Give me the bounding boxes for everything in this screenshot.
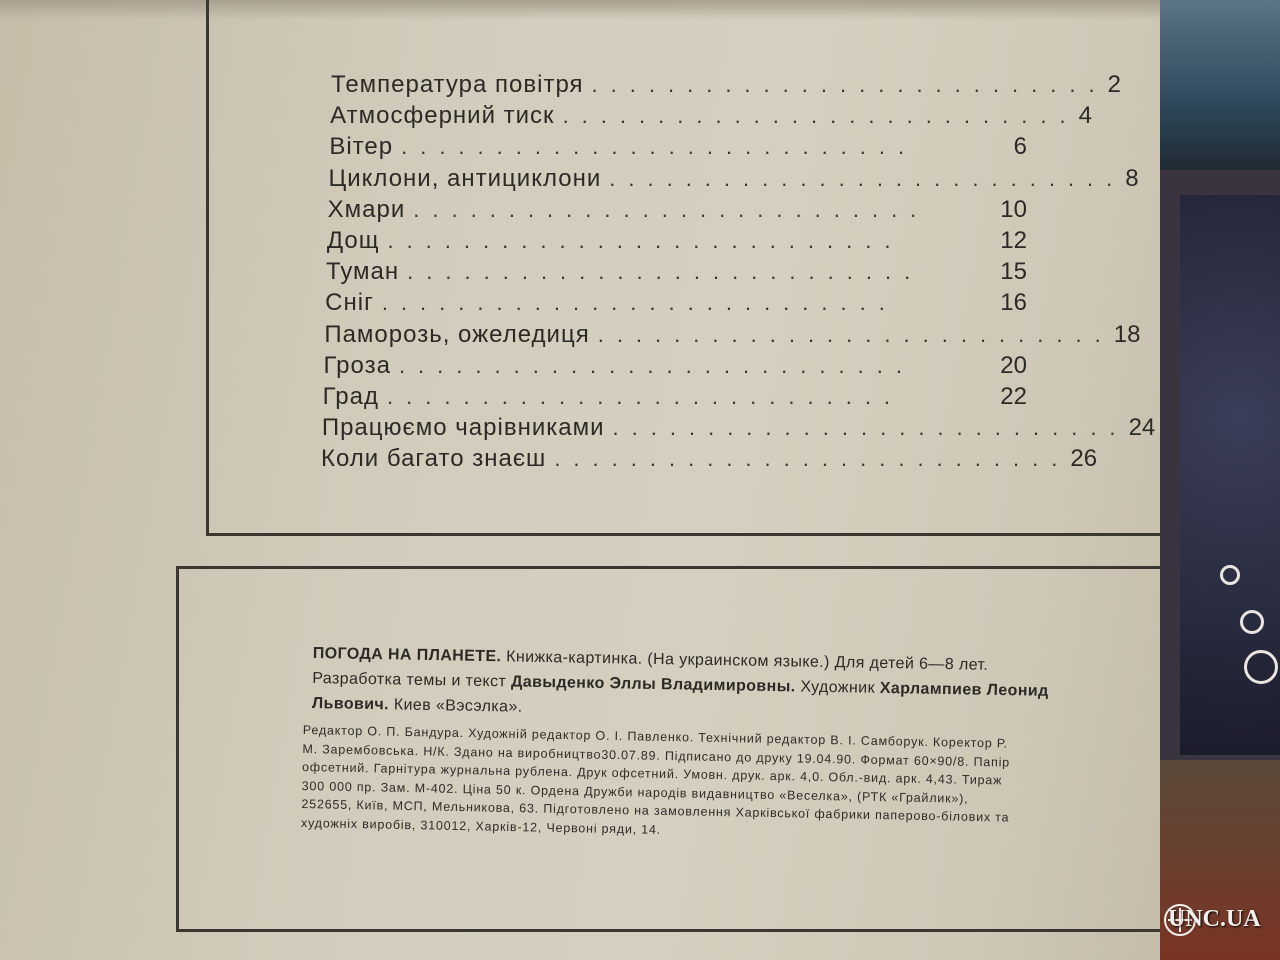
toc-row [323, 383, 1027, 415]
bubble-icon [1220, 565, 1240, 585]
toc-title: Дощ [326, 227, 380, 254]
toc-row [324, 352, 1028, 384]
toc-title: Працюємо чарівниками [321, 414, 605, 442]
watermark: UNC.UA [1168, 906, 1261, 932]
toc-title: Коли багато знаєш [321, 445, 547, 473]
imprint-text-1: Книжка-картинка. (На украинском языке.) Для детей 6—8 лет. Разработка темы и текст [312, 648, 989, 691]
toc-title: Сніг [325, 289, 374, 317]
toc-row [324, 320, 1141, 353]
toc-leader-dots: ........................... [407, 259, 924, 285]
toc-row [331, 71, 1121, 103]
table-of-contents [206, 0, 1166, 536]
toc-title: Циклони, антициклони [328, 164, 602, 192]
toc-page-number: 16 [1000, 289, 1027, 317]
illustration-strip [1160, 0, 1280, 960]
toc-leader-dots: ........................... [381, 290, 898, 316]
toc-page-number: 12 [1000, 227, 1027, 254]
toc-leader-dots: ........................... [387, 228, 904, 253]
toc-page-number: 24 [1128, 414, 1156, 442]
imprint-text-2: Художник [795, 678, 880, 697]
toc-page-number: 4 [1078, 102, 1092, 130]
toc-title: Туман [326, 258, 400, 286]
imprint-text-3: Киев «Вэсэлка». [388, 696, 523, 716]
book-title: ПОГОДА НА ПЛАНЕТЕ. [312, 644, 502, 666]
toc-leader-dots: ........................... [401, 134, 918, 160]
toc-row [325, 289, 1027, 321]
toc-title: Атмосферний тиск [330, 102, 555, 130]
imprint-box [176, 566, 1186, 932]
toc-row [328, 196, 1027, 228]
toc-row [326, 258, 1027, 290]
toc-page-number: 26 [1070, 445, 1098, 473]
toc-page-number: 15 [1000, 258, 1027, 286]
toc-page-number: 18 [1113, 320, 1141, 348]
toc-leader-dots: ........................... [591, 72, 1108, 97]
toc-page-number: 10 [1000, 195, 1027, 223]
toc-page-number: 20 [1000, 351, 1027, 379]
toc-title: Хмари [327, 195, 406, 223]
author-name: Давыденко Эллы Владимировны. [510, 673, 796, 696]
bubble-icon [1244, 650, 1278, 684]
artist-name: Харлампиев Леонид Львович. [311, 679, 1049, 714]
toc-row [328, 164, 1139, 197]
illustration-top [1160, 0, 1280, 170]
toc-row [321, 445, 1098, 477]
toc-row [329, 133, 1027, 165]
toc-leader-dots: ........................... [554, 446, 1071, 472]
bubble-icon [1240, 610, 1264, 634]
toc-row [327, 227, 1027, 259]
toc-page-number: 8 [1125, 164, 1139, 192]
publishing-credits: Редактор О. П. Бандура. Художній редактор О. І. Павленко. Технічний редактор В. І. Самборук. Коректор Р. М. Зарембовська. Н/К. Здано на виробництво30.07.89. Підписано до друку 19.04.90. Формат 60×90/8. Папір офсетний. Гарнітура журнальна рублена. Друк офсетний. Умовн. друк. арк. 4,0. Обл.-вид. арк. 4,43. Тираж 300 000 пр. Зам. М-402. Ціна 50 к. Ордена Дружби народів видавництво «Веселка», (РТК «Грайлик»), 252655, Київ, МСП, Мельникова, 63. Підготовлено на замовлення Харківської фабрики паперово-білових та художніх виробів, 310012, Харків-12, Червоні ряди, 14. [300, 722, 1011, 837]
toc-leader-dots: ........................... [612, 415, 1129, 441]
toc-leader-dots: ........................... [562, 103, 1079, 129]
toc-leader-dots: ........................... [597, 321, 1114, 347]
toc-leader-dots: ........................... [398, 352, 915, 378]
toc-leader-dots: ........................... [609, 165, 1126, 191]
toc-row [330, 102, 1092, 134]
toc-page-number: 2 [1107, 71, 1121, 98]
toc-leader-dots: ........................... [413, 196, 930, 222]
imprint-description [312, 641, 1073, 729]
toc-leader-dots: ........................... [387, 384, 904, 409]
toc-title: Град [322, 383, 380, 410]
toc-page-number: 22 [1000, 383, 1027, 410]
toc-title: Гроза [323, 351, 391, 379]
toc-title: Паморозь, ожеледиця [324, 320, 590, 348]
toc-title: Вітер [329, 133, 394, 161]
toc-row [321, 414, 1156, 446]
toc-page-number: 6 [1013, 133, 1027, 161]
toc-title: Температура повітря [331, 71, 584, 98]
